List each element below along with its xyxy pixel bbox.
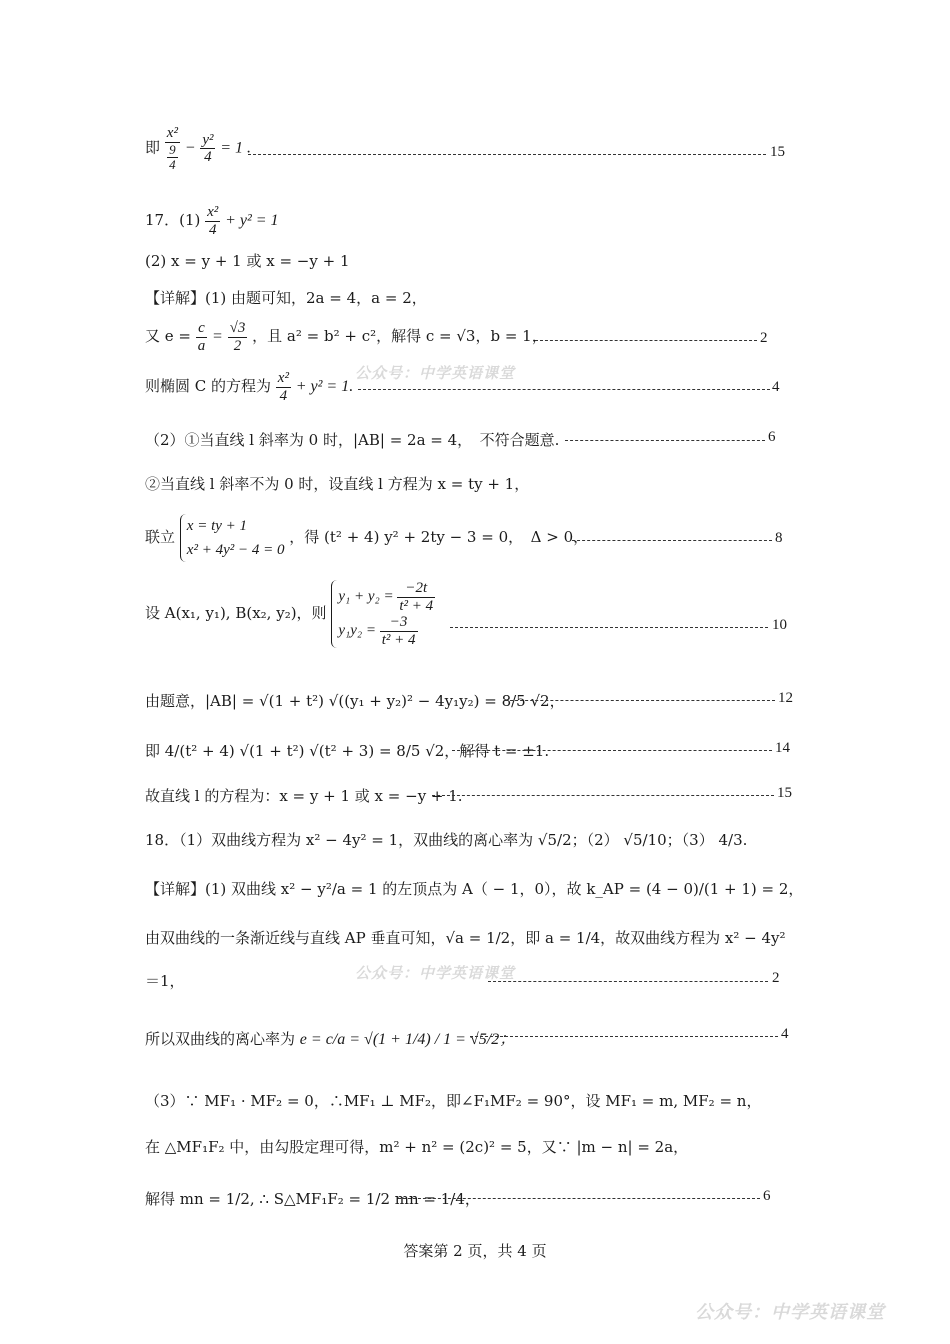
system-brace: x = ty + 1 x² + 4y² − 4 = 0 <box>180 514 285 562</box>
vieta-brace: y₁ + y₂ = $\frac{-2t}{\text{t² + 4}}$ y₁y₂ = $\frac{-3}{\text{t² + 4}}$ <box>331 580 435 648</box>
q17-ellipse <box>145 370 353 404</box>
q17-detail: 【详解】(1) 由题可知，2a = 4，a = 2， <box>145 289 427 307</box>
q17-final: 故直线 l 的方程为：x = y + 1 或 x = −y + 1. <box>145 787 463 805</box>
fraction-x2-9over4: $\frac{\text{x²}}{\frac{9}{4}}$ <box>166 125 178 172</box>
ellipse-prefix: 则椭圆 C 的方程为 <box>145 377 272 395</box>
union-prefix: 联立 <box>145 528 176 546</box>
score-mark: 2 <box>760 330 768 346</box>
q18-triangle: 在 △MF₁F₂ 中，由勾股定理可得，m² + n² = (2c)² = 5，又∵ |m − n| = 2a， <box>145 1138 689 1156</box>
dash-leader <box>505 700 775 701</box>
q18-ecc <box>145 1026 515 1049</box>
score-mark: 6 <box>768 429 776 445</box>
union-suffix: ，得 (t² + 4) y² + 2ty − 3 = 0， Δ > 0， <box>289 528 589 546</box>
ecc-prefix: 又 e = <box>145 327 191 345</box>
q18-asymptote: 由双曲线的一条渐近线与直线 AP 垂直可知，√a = 1/2，即 a = 1/4，故双曲线方程为 x² − 4y² <box>145 929 786 947</box>
q18-detail: 【详解】(1) 双曲线 x² − y²/a = 1 的左顶点为 A（ − 1，0），故 k_AP = (4 − 0)/(1 + 1) = 2， <box>145 880 804 898</box>
q17-case1: （2）①当直线 l 斜率为 0 时，|AB| = 2a = 4， 不符合题意. <box>145 431 560 449</box>
fraction-c-a: $\frac{c}{a}$ <box>197 320 206 354</box>
score-mark: 2 <box>772 970 780 986</box>
dash-leader <box>450 627 768 628</box>
dash-leader <box>398 1198 760 1199</box>
dash-leader <box>248 154 766 155</box>
ecc-suffix: ，且 a² = b² + c²，解得 c = √3，b = 1， <box>252 327 547 345</box>
dash-leader <box>572 540 772 541</box>
q18-solve: 解得 mn = 1/2, ∴ S△MF₁F₂ = 1/2 mn = 1/4， <box>145 1190 480 1208</box>
ecc18-formula: e = c/a = √(1 + 1/4) / 1 = √5/2； <box>299 1031 516 1048</box>
watermark: 公众号：中学英语课堂 <box>355 364 516 382</box>
equation-tail: = 1 . <box>220 139 252 157</box>
dash-leader <box>432 795 774 796</box>
q17-label: 17．(1) <box>145 211 201 229</box>
q18-part3: （3）∵ MF₁ · MF₂ = 0，∴MF₁ ⊥ MF₂，即∠F₁MF₂ = 90°，设 MF₁ = m, MF₂ = n， <box>145 1092 762 1110</box>
score-mark: 10 <box>772 617 787 633</box>
fraction-y2-4: $\frac{\text{y²}}{4}$ <box>202 131 214 166</box>
watermark: 公众号：中学英语课堂 <box>355 964 516 982</box>
dash-leader <box>358 389 770 390</box>
ecc18-prefix: 所以双曲线的离心率为 <box>145 1030 296 1048</box>
dash-leader <box>565 440 765 441</box>
score-mark: 4 <box>772 379 780 395</box>
score-mark: 15 <box>770 144 785 160</box>
q18-eq1: ＝1， <box>145 972 185 990</box>
fraction-x2-4: $\frac{\text{x²}}{4}$ <box>207 204 219 238</box>
q17-heading: 17．(1) $\frac{\text{x²}}{4}$ + y² = 1 <box>145 204 279 238</box>
dash-leader <box>452 750 772 751</box>
score-mark: 14 <box>775 740 790 756</box>
q18-heading: 18．（1）双曲线方程为 x² − 4y² = 1，双曲线的离心率为 √5/2；（2） √5/10；（3） 4/3. <box>145 831 748 849</box>
dash-leader <box>535 340 757 341</box>
q17-ecc: 又 e = $\frac{c}{a}$ = $\frac{√3}{2}$ ，且 a² = b² + c²，解得 c = √3，b = 1， <box>145 320 547 354</box>
line-1: 即 $\frac{\text{x²}}{\frac{9}{4}}$ − $\frac{\text{y²}}{4}$ = 1 . <box>145 125 252 172</box>
fraction-x2-4b: $\frac{\text{x²}}{4}$ <box>277 370 289 404</box>
ellipse-suffix: + y² = 1. <box>295 378 354 395</box>
score-mark: 8 <box>775 530 783 546</box>
watermark: 公众号：中学英语课堂 <box>695 1302 885 1323</box>
score-mark: 4 <box>781 1026 789 1042</box>
score-mark: 12 <box>778 690 793 706</box>
score-mark: 15 <box>777 785 792 801</box>
prefix-text: 即 <box>145 138 161 157</box>
q17-case2: ②当直线 l 斜率不为 0 时，设直线 l 方程为 x = ty + 1， <box>145 475 530 493</box>
dash-leader <box>488 981 768 982</box>
q17-part2: (2) x = y + 1 或 x = −y + 1 <box>145 252 350 270</box>
q17-set <box>145 580 435 648</box>
page-footer: 答案第 2 页，共 4 页 <box>403 1242 547 1260</box>
score-mark: 6 <box>763 1188 771 1204</box>
q17-ab: 由题意，|AB| = √(1 + t²) √((y₁ + y₂)² − 4y₁y₂) = 8/5 √2， <box>145 692 565 710</box>
q17-union <box>145 514 588 562</box>
fraction-sqrt3-2: $\frac{√3}{2}$ <box>229 320 246 354</box>
set-prefix: 设 A(x₁, y₁), B(x₂, y₂)，则 <box>145 604 327 622</box>
q17-solve: 即 4/(t² + 4) √(1 + t²) √(t² + 3) = 8/5 √2，解得 t = ±1. <box>145 742 550 760</box>
dash-leader <box>470 1036 778 1037</box>
